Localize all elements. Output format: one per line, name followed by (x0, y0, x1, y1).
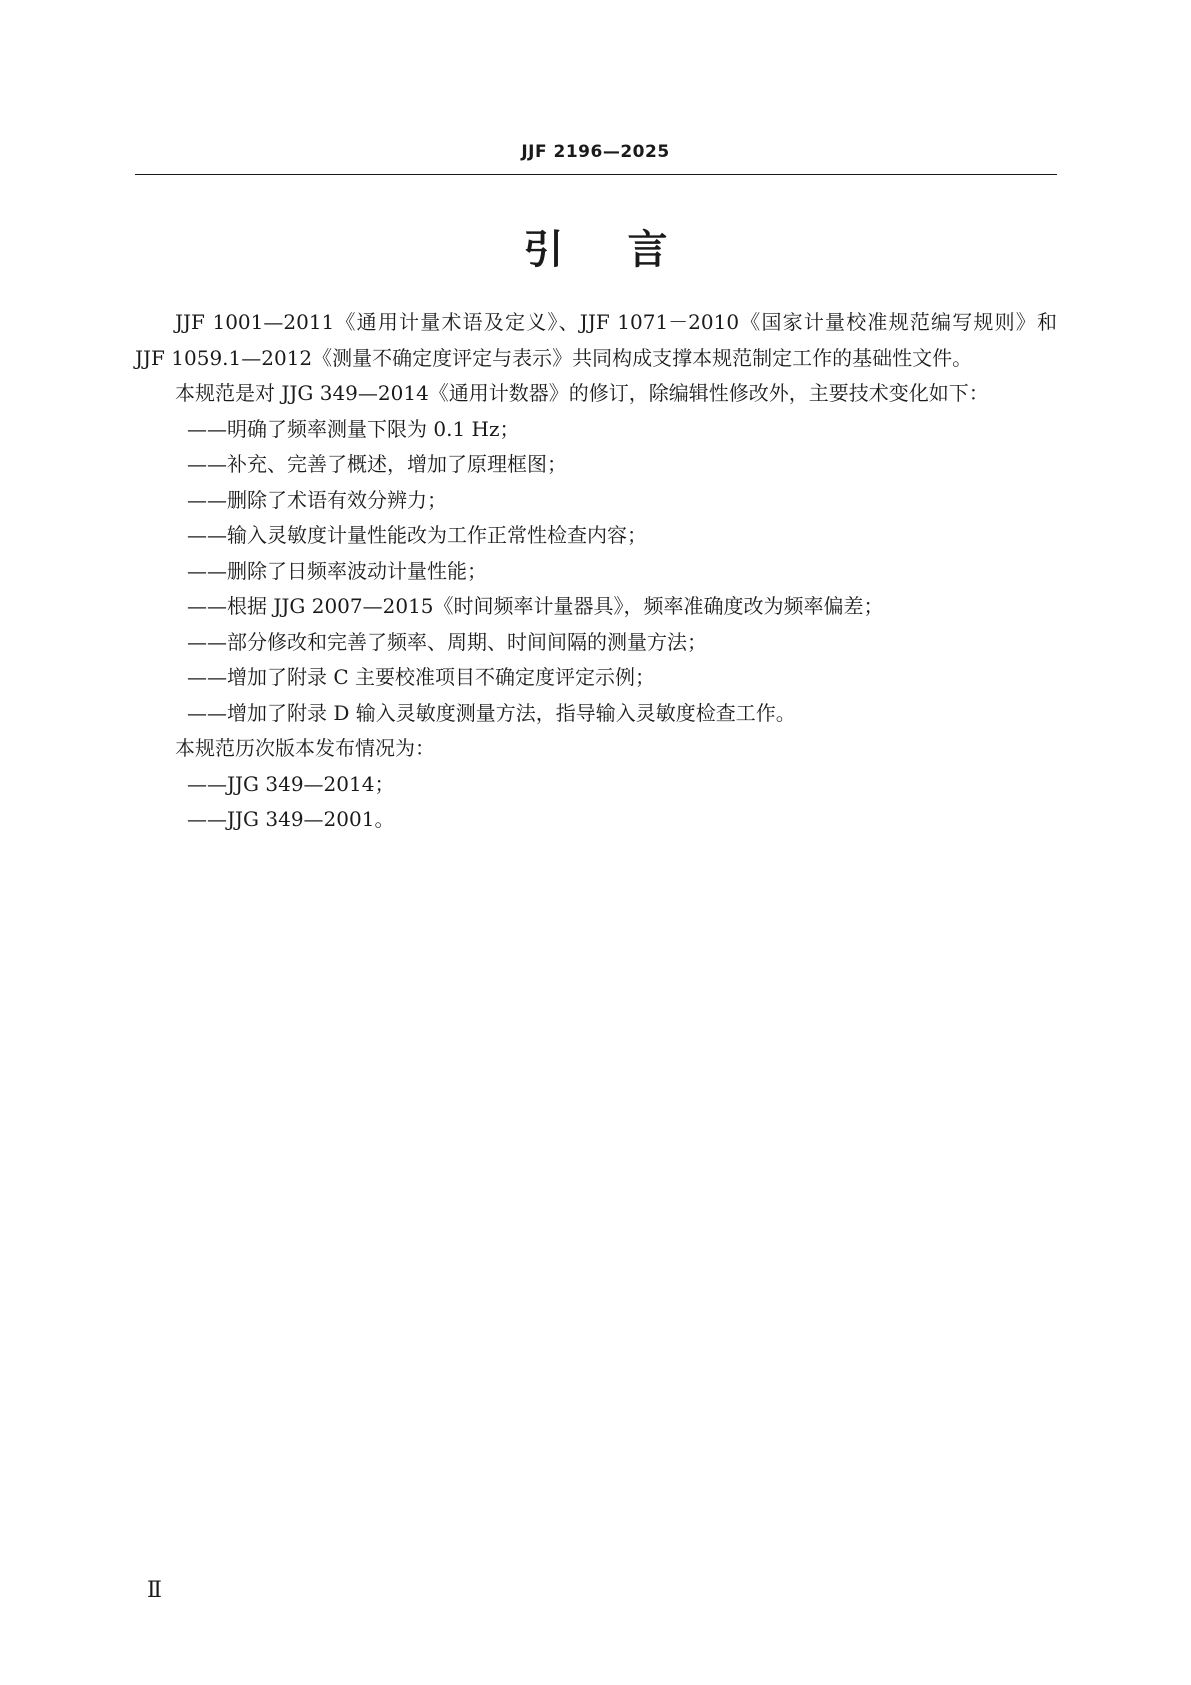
revision-paragraph: 本规范是对 JJG 349—2014《通用计数器》的修订，除编辑性修改外，主要技术变化如下： (175, 381, 989, 405)
change-item: ——明确了频率测量下限为 0.1 Hz； (187, 416, 520, 441)
change-item: ——增加了附录 C 主要校准项目不确定度评定示例； (187, 665, 656, 689)
change-item: ——根据 JJG 2007—2015《时间频率计量器具》，频率准确度改为频率偏差； (187, 594, 884, 618)
history-item: ——JJG 349—2014； (187, 771, 395, 796)
change-item: ——删除了日频率波动计量性能； (187, 558, 487, 583)
history-paragraph: 本规范历次版本发布情况为： (175, 736, 435, 760)
history-item: ——JJG 349—2001。 (187, 807, 395, 831)
document-code-header: JJF 2196—2025 (521, 142, 670, 162)
change-item: ——增加了附录 D 输入灵敏度测量方法，指导输入灵敏度检查工作。 (187, 700, 796, 725)
change-item: ——部分修改和完善了频率、周期、时间间隔的测量方法； (187, 629, 707, 654)
page-title: 引言 (523, 227, 732, 273)
change-item: ——删除了术语有效分辨力； (187, 487, 447, 512)
change-item: ——补充、完善了概述，增加了原理框图； (187, 452, 567, 476)
body-text (135, 305, 1057, 838)
header-divider (135, 174, 1057, 175)
page-number: Ⅱ (147, 1578, 162, 1603)
change-item: ——输入灵敏度计量性能改为工作正常性检查内容； (187, 523, 647, 547)
intro-paragraph: JJF 1001—2011《通用计量术语及定义》、JJF 1071－2010《国家计量校准规范编写规则》和 JJF 1059.1—2012《测量不确定度评定与表示》共同构成支撑本规范制定工作的基础性文件。 (135, 310, 1057, 370)
